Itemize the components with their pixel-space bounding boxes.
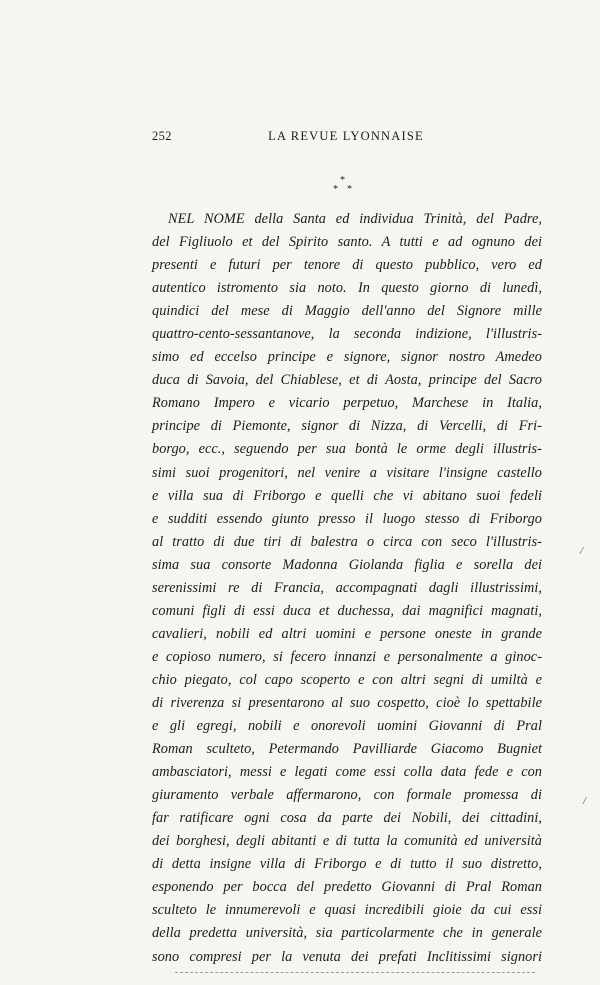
asterism-ornament <box>300 176 380 198</box>
text-line: quattro-cento-sessantanove, la seconda indizione, l'illustris- <box>152 326 542 343</box>
running-title: LA REVUE LYONNAISE <box>268 129 424 143</box>
text-line: Roman sculteto, Petermando Pavilliarde Giacomo Bugniet <box>152 741 542 758</box>
text-line: e sudditi essendo giunto presso il luogo stesso di Friborgo <box>152 510 542 527</box>
text-line: sono compresi per la venuta dei prefati Inclitissimi signori <box>152 948 542 965</box>
text-line: sima sua consorte Madonna Giolanda figlia e sorella dei <box>152 556 542 573</box>
page-number: 252 <box>152 129 172 143</box>
asterism-star-top: * <box>340 175 345 186</box>
text-line: e copioso numero, si fecero innanzi e personalmente a ginoc- <box>152 648 542 665</box>
text-line: presenti e futuri per tenore di questo pubblico, vero ed <box>152 257 542 274</box>
text-line: Romano Impero e vicario perpetuo, Marchese in Italia, <box>152 395 542 412</box>
body-paragraph <box>152 208 542 969</box>
text-line: comuni figli di essi duca et duchessa, dai magnifici magnati, <box>152 602 542 619</box>
text-line: autentico istromento sia noto. In questo giorno di lunedì, <box>152 280 542 297</box>
margin-pencil-mark: / <box>580 545 584 557</box>
text-line: simi suoi progenitori, nel venire a visitare l'insigne castello <box>152 464 542 481</box>
text-line: sculteto le innumerevoli e quasi incredibili gioie da cui essi <box>152 902 542 919</box>
text-line: del Figliuolo et del Spirito santo. A tutti e ad ognuno dei <box>152 234 542 251</box>
text-line: ambasciatori, messi e legati come essi colla data fede e con <box>152 764 542 781</box>
text-line: quindici del mese di Maggio dell'anno del Signore mille <box>152 303 542 320</box>
text-line: NEL NOME della Santa ed individua Trinità, del Padre, <box>168 211 542 227</box>
running-header <box>152 129 540 149</box>
text-line: simo ed eccelso principe e signore, signor nostro Amedeo <box>152 349 542 366</box>
text-line: cavalieri, nobili ed altri uomini e persone oneste in grande <box>152 625 542 642</box>
text-line: della predetta università, sia particolarmente che in generale <box>152 925 542 942</box>
text-line: giuramento verbale affermarono, con formale promessa di <box>152 787 542 804</box>
text-line: dei borghesi, degli abitanti e di tutta la comunità ed università <box>152 833 542 850</box>
text-line: esponendo per bocca del predetto Giovanni di Pral Roman <box>152 879 542 896</box>
asterism-star-left: * <box>333 184 338 195</box>
text-line: di riverenza si presentarono al suo cospetto, cioè lo spettabile <box>152 694 542 711</box>
asterism-star-right: * <box>347 184 352 195</box>
text-line: e gli egregi, nobili e onorevoli uomini Giovanni di Pral <box>152 718 542 735</box>
text-line: e villa sua di Friborgo e quelli che vi abitano suoi fedeli <box>152 487 542 504</box>
text-line: chio piegato, col capo scoperto e con altri segni di umiltà e <box>152 671 542 688</box>
text-line: serenissimi re di Francia, accompagnati dagli illustrissimi, <box>152 579 542 596</box>
bottom-dashed-rule <box>175 972 535 973</box>
margin-pencil-mark: / <box>583 795 587 807</box>
text-line: al tratto di due tiri di balestra o circa con seco l'illustris- <box>152 533 542 550</box>
text-line: borgo, ecc., seguendo per sua bontà le orme degli illustris- <box>152 441 542 458</box>
text-line: di detta insigne villa di Friborgo e di tutto il suo distretto, <box>152 856 542 873</box>
text-line: duca di Savoia, del Chiablese, et di Aosta, principe del Sacro <box>152 372 542 389</box>
text-line: far ratificare ogni cosa da parte dei Nobili, dei cittadini, <box>152 810 542 827</box>
text-line: principe di Piemonte, signor di Nizza, di Vercelli, di Fri- <box>152 418 542 435</box>
